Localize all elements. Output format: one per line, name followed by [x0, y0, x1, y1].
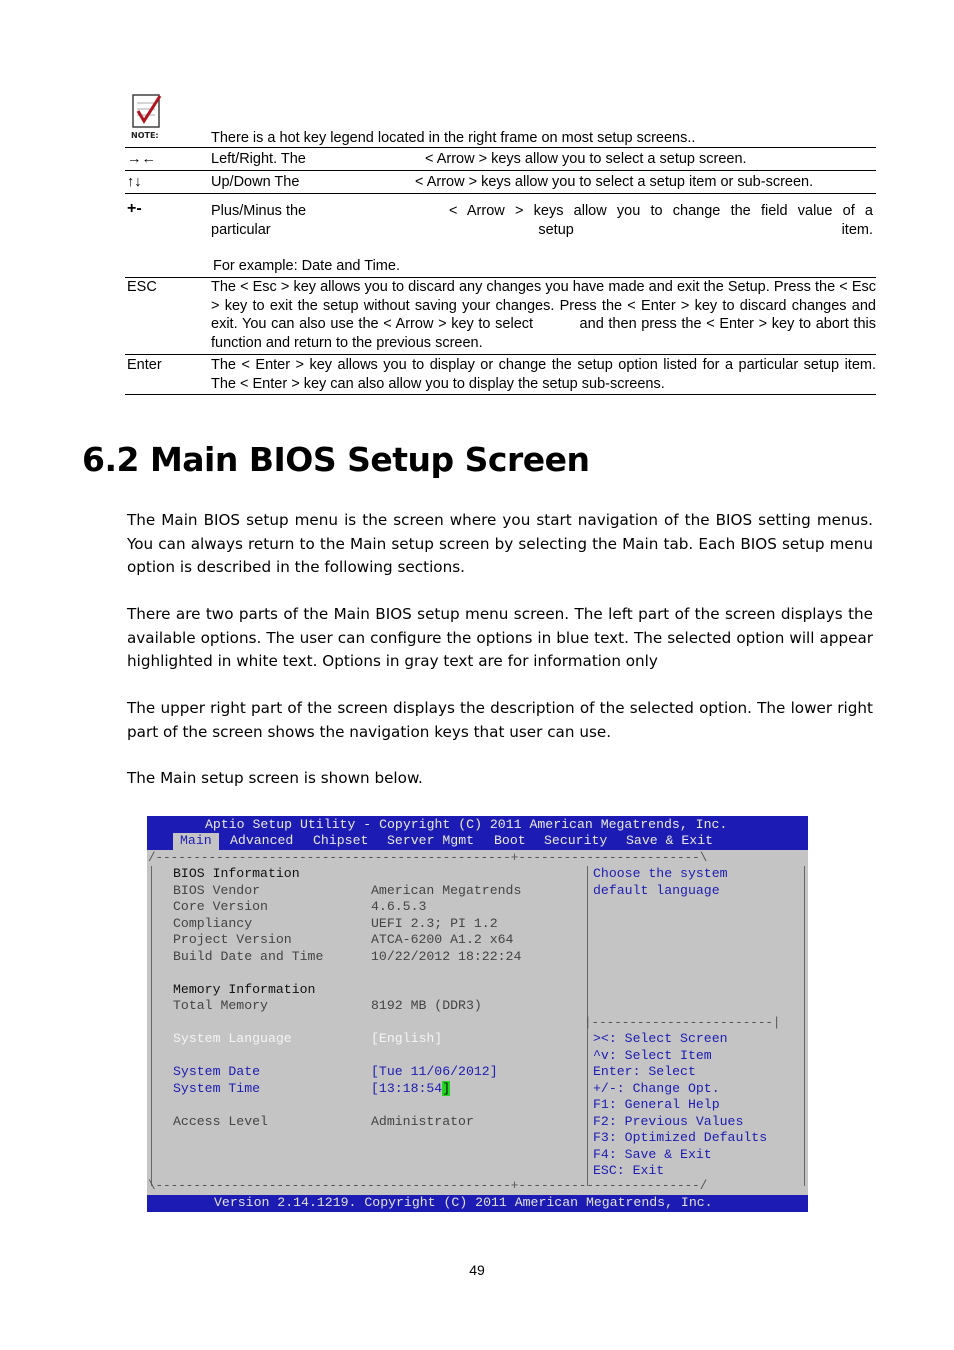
nav-esc-exit: ESC: Exit — [593, 1163, 665, 1178]
tab-advanced[interactable]: Advanced — [230, 833, 294, 848]
tab-main[interactable]: Main — [173, 833, 219, 850]
tab-chipset[interactable]: Chipset — [313, 833, 369, 848]
key-row-esc — [125, 278, 881, 355]
project-version-label: Project Version — [173, 932, 292, 947]
tab-save-exit[interactable]: Save & Exit — [626, 833, 714, 848]
key-row-enter — [125, 355, 876, 395]
esc-key: ESC — [127, 279, 157, 295]
example-text: For example: Date and Time. — [213, 258, 400, 274]
right-panel-divider: |------------------------| — [584, 1016, 781, 1030]
total-memory-label: Total Memory — [173, 998, 268, 1013]
build-date-label: Build Date and Time — [173, 949, 324, 964]
text-cursor: ] — [442, 1081, 451, 1096]
help-text-line-2: default language — [593, 883, 720, 898]
access-level-value: Administrator — [371, 1114, 474, 1129]
nav-select-item: ^v: Select Item — [593, 1048, 712, 1063]
nav-select-screen: ><: Select Screen — [593, 1031, 728, 1046]
system-date-label[interactable]: System Date — [173, 1064, 261, 1079]
plus-minus-key: +- — [127, 200, 142, 217]
note-row — [125, 92, 876, 148]
system-language-label[interactable]: System Language — [173, 1031, 292, 1046]
bios-information-heading: BIOS Information — [173, 866, 300, 881]
paragraph-1: The Main BIOS setup menu is the screen where you start navigation of the BIOS setting menus. You can always return to the Main setup screen by selecting the Main tab. Each BIOS setup menu option is described in the following sections. — [127, 511, 873, 576]
enter-description: The < Enter > key allows you to display or change the setup option listed for a particular setup item. The < Enter > key can also allow you to display the setup sub-screens. — [211, 357, 876, 392]
bios-footer-bar — [147, 1195, 808, 1212]
core-version-value: 4.6.5.3 — [371, 899, 427, 914]
page-number: 49 — [469, 1262, 485, 1278]
key-row-up-down: ↑↓ Up/Down The < Arrow > keys allow you to select a setup item or sub-screen. — [125, 171, 876, 194]
system-date-value[interactable]: [Tue 11/06/2012] — [371, 1064, 498, 1079]
bios-footer-text: Version 2.14.1219. Copyright (C) 2011 American Megatrends, Inc. — [214, 1195, 713, 1210]
nav-save-exit: F4: Save & Exit — [593, 1147, 712, 1162]
bios-setup-screenshot — [147, 816, 808, 1212]
frame-left-border — [151, 866, 152, 1186]
section-heading: 6.2 Main BIOS Setup Screen — [82, 440, 590, 479]
memory-information-heading: Memory Information — [173, 982, 316, 997]
svg-text:NOTE:: NOTE: — [131, 131, 159, 140]
core-version-label: Core Version — [173, 899, 268, 914]
key-row-left-right: →← Left/Right. The < Arrow > keys allow you to select a setup screen. — [125, 148, 876, 171]
nav-previous-values: F2: Previous Values — [593, 1114, 744, 1129]
note-icon — [129, 92, 165, 140]
total-memory-value: 8192 MB (DDR3) — [371, 998, 482, 1013]
bios-title-bar — [147, 816, 808, 850]
help-text-line-1: Choose the system — [593, 866, 728, 881]
frame-right-border — [804, 866, 805, 1186]
nav-change-opt: +/-: Change Opt. — [593, 1081, 720, 1096]
frame-bottom-border: \-----------------------------------------------+------------------------/ — [148, 1179, 708, 1193]
esc-description: The < Esc > key allows you to discard any changes you have made and exit the Setup. Press the < Esc > key to exit the setup without saving your changes. Press the < Enter > key to discard changes and exit. You can also use the < Arrow > key to select and then press the < Enter > key to abort this function and return to the previous screen. — [211, 279, 881, 351]
paragraph-3: The upper right part of the screen displays the description of the selected option. The lower right part of the screen shows the navigation keys that user can use. — [127, 699, 873, 741]
nav-enter-select: Enter: Select — [593, 1064, 696, 1079]
tab-server-mgmt[interactable]: Server Mgmt — [387, 833, 475, 848]
enter-key: Enter — [127, 357, 162, 373]
tab-boot[interactable]: Boot — [494, 833, 526, 848]
bios-vendor-value: American Megatrends — [371, 883, 522, 898]
compliancy-value: UEFI 2.3; PI 1.2 — [371, 916, 498, 931]
system-time-label[interactable]: System Time — [173, 1081, 261, 1096]
paragraph-2: There are two parts of the Main BIOS setup menu screen. The left part of the screen displays the available options. The user can configure the options in blue text. The selected option will appear highlighted in white text. Options in gray text are for information only — [127, 605, 873, 670]
up-down-arrows-key: ↑↓ — [127, 174, 142, 190]
left-right-arrows-key: →← — [127, 151, 156, 167]
compliancy-label: Compliancy — [173, 916, 253, 931]
frame-top-border: /-----------------------------------------------+------------------------\ — [148, 851, 708, 865]
system-language-value[interactable]: [English] — [371, 1031, 443, 1046]
key-row-plus-minus: +- Plus/Minus the < Arrow > keys allow you to change the field value of a particular setup item. For example: Date and Time. — [125, 194, 876, 278]
tab-security[interactable]: Security — [544, 833, 608, 848]
bios-title: Aptio Setup Utility - Copyright (C) 2011 American Megatrends, Inc. — [205, 817, 728, 832]
paragraph-4: The Main setup screen is shown below. — [127, 769, 423, 787]
nav-optimized-defaults: F3: Optimized Defaults — [593, 1130, 768, 1145]
build-date-value: 10/22/2012 18:22:24 — [371, 949, 522, 964]
note-text: There is a hot key legend located in the right frame on most setup screens.. — [211, 129, 696, 146]
hot-key-table — [125, 92, 881, 395]
project-version-value: ATCA-6200 A1.2 x64 — [371, 932, 514, 947]
access-level-label: Access Level — [173, 1114, 268, 1129]
nav-general-help: F1: General Help — [593, 1097, 720, 1112]
bios-vendor-label: BIOS Vendor — [173, 883, 261, 898]
system-time-value[interactable]: [13:18:54] — [371, 1081, 451, 1096]
